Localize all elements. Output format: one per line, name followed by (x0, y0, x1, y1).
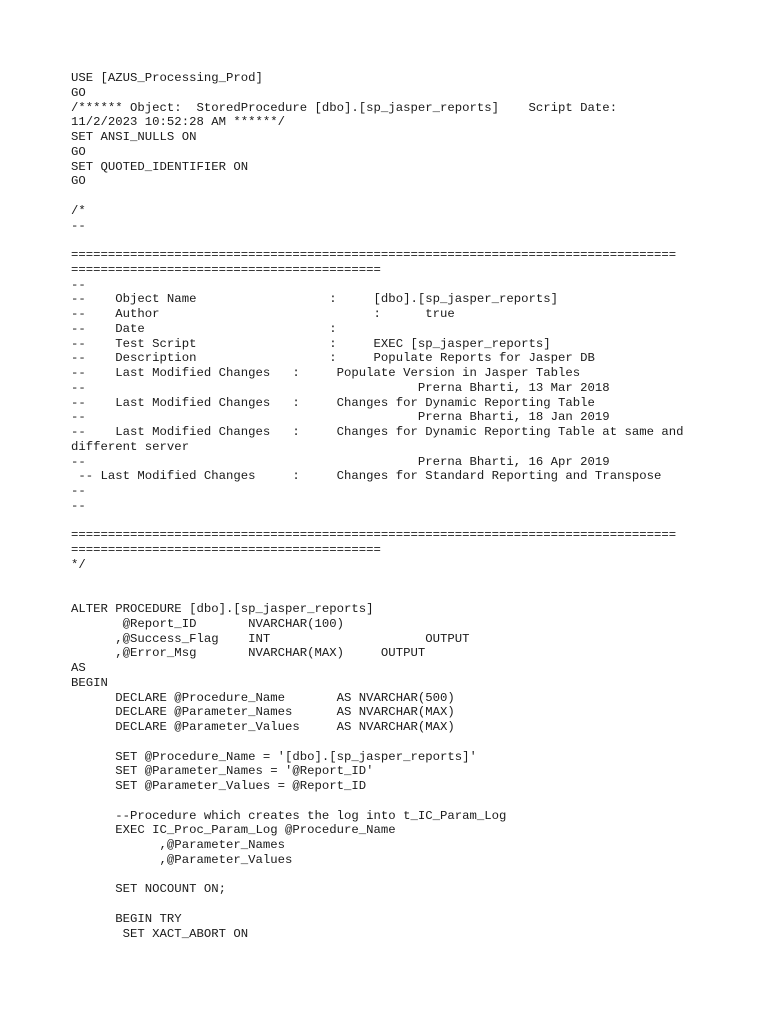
code-line: ========================================== (71, 262, 381, 277)
code-line (71, 189, 751, 204)
code-line: SET @Parameter_Names = '@Report_ID' (71, 764, 374, 779)
code-line: -- Prerna Bharti, 16 Apr 2019 (71, 454, 610, 469)
code-line: GO (71, 144, 86, 159)
code-line: */ (71, 557, 86, 572)
code-line: ALTER PROCEDURE [dbo].[sp_jasper_reports] (71, 602, 374, 616)
code-line: -- Last Modified Changes : Changes for Dynamic Reporting Table at same and (71, 425, 684, 439)
code-line: SET @Procedure_Name = '[dbo].[sp_jasper_reports]' (71, 749, 477, 764)
code-line: -- Prerna Bharti, 13 Mar 2018 (71, 380, 610, 395)
code-line: SET ANSI_NULLS ON (71, 130, 197, 144)
code-line: GO (71, 85, 86, 100)
code-line: ,@Error_Msg NVARCHAR(MAX) OUTPUT (71, 646, 426, 661)
code-line: -- Prerna Bharti, 18 Jan 2019 (71, 410, 610, 425)
code-line: SET NOCOUNT ON; (71, 882, 226, 897)
code-line: USE [AZUS_Processing_Prod] (71, 71, 263, 85)
code-line (71, 794, 751, 809)
code-line: DECLARE @Parameter_Names AS NVARCHAR(MAX) (71, 705, 455, 720)
code-line: ========================================== (71, 543, 381, 557)
code-line: -- Author : true (71, 307, 455, 321)
code-line: 11/2/2023 10:52:28 AM ******/ (71, 115, 286, 130)
code-line: GO (71, 174, 86, 189)
sql-script-text (71, 71, 751, 941)
code-line: SET @Parameter_Values = @Report_ID (71, 779, 367, 793)
code-line: -- Last Modified Changes : Changes for Standard Reporting and Transpose (71, 469, 662, 484)
code-line: -- Object Name : [dbo].[sp_jasper_reports] (71, 292, 559, 307)
code-line: -- Last Modified Changes : Populate Version in Jasper Tables (71, 366, 581, 380)
code-line: -- (71, 498, 86, 513)
code-line: SET XACT_ABORT ON (71, 926, 249, 941)
code-line: DECLARE @Procedure_Name AS NVARCHAR(500) (71, 690, 455, 705)
code-line: different server (71, 439, 190, 454)
code-line (71, 868, 751, 883)
code-line: AS (71, 661, 86, 675)
code-line: BEGIN TRY (71, 911, 182, 926)
code-line: ,@Success_Flag INT OUTPUT (71, 631, 470, 646)
code-line: @Report_ID NVARCHAR(100) (71, 616, 345, 631)
code-line: -- (71, 277, 86, 292)
code-line: -- Date : (71, 321, 337, 336)
code-line (71, 735, 751, 750)
code-line: ================================================================================== (71, 528, 677, 543)
code-line (71, 587, 751, 602)
code-line (71, 573, 751, 588)
code-line (71, 897, 751, 912)
code-line: SET QUOTED_IDENTIFIER ON (71, 159, 249, 174)
code-line: ================================================================================== (71, 248, 677, 262)
code-line (71, 233, 751, 248)
code-line: ,@Parameter_Values (71, 852, 293, 867)
code-line: -- (71, 218, 86, 233)
code-line: -- Last Modified Changes : Changes for Dynamic Reporting Table (71, 395, 595, 410)
code-line (71, 514, 751, 529)
code-line: --Procedure which creates the log into t_IC_Param_Log (71, 808, 507, 823)
code-line: /****** Object: StoredProcedure [dbo].[sp_jasper_reports] Script Date: (71, 100, 618, 115)
code-line: -- Description : Populate Reports for Jasper DB (71, 351, 595, 366)
code-line: ,@Parameter_Names (71, 838, 286, 852)
code-line: BEGIN (71, 675, 108, 690)
code-line: -- (71, 484, 86, 498)
code-line: EXEC IC_Proc_Param_Log @Procedure_Name (71, 823, 396, 838)
code-line: DECLARE @Parameter_Values AS NVARCHAR(MAX) (71, 720, 455, 734)
code-line: -- Test Script : EXEC [sp_jasper_reports] (71, 336, 551, 351)
code-line: /* (71, 203, 86, 218)
